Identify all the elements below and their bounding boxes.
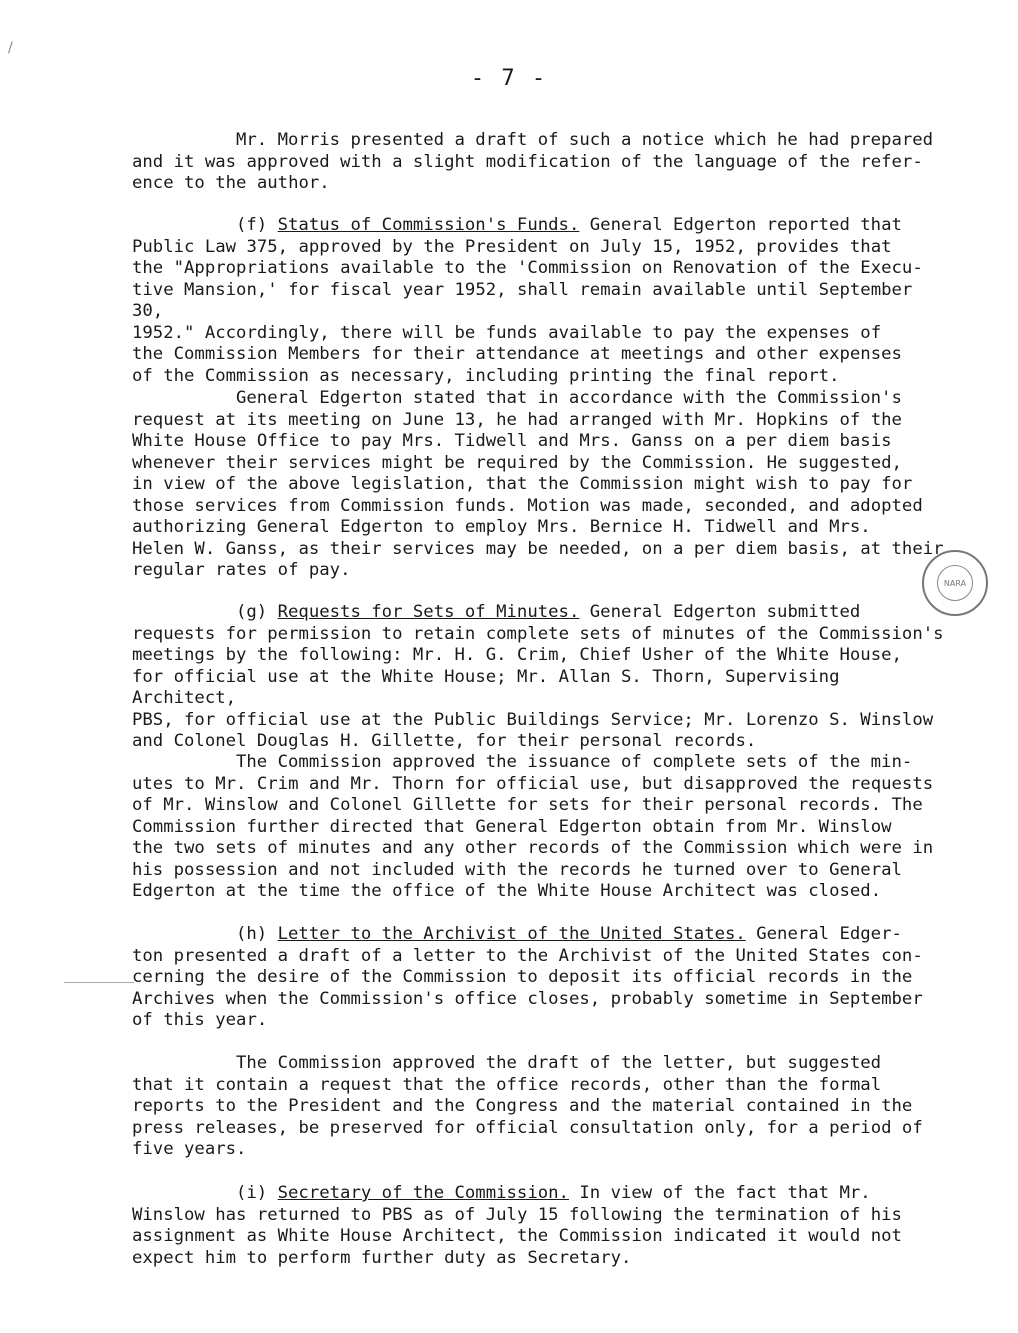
stamp-text: NARA	[943, 578, 967, 588]
paragraph-text: General Edgerton reported that Public Law 375, approved by the President on July 15, 1952, provides that the "Appropriations available to the 'Commission on Renovation of the Execu- tive Mansion,' for fiscal year 1952, shall remain available until September 30, 1952." Accordingly, there will be funds available to pay the expenses of the Commission Members for their attendance at meetings and other expenses of the Commission as necessary, including printing the final report.	[132, 215, 923, 386]
section-heading: Secretary of the Commission.	[277, 1183, 569, 1203]
paragraph-text: General Edgerton submitted requests for permission to retain complete sets of minutes of the Commission's meetings by the following: Mr. H. G. Crim, Chief Usher of the White House, for official use at the White House; Mr. Allan S. Thorn, Supervising Architect, PBS, for official use at the Public Buildings Service; Mr. Lorenzo S. Winslow and Colonel Douglas H. Gillette, for their personal records.	[132, 602, 944, 751]
margin-line	[64, 982, 134, 983]
section-label: (f)	[236, 215, 268, 235]
paragraph-text: In view of the fact that Mr. Winslow has returned to PBS as of July 15 following the termination of his assignment as White House Architect, the Commission indicated it would not expect him to perform further duty as Secretary.	[132, 1183, 902, 1268]
section-label: (g)	[236, 602, 268, 622]
paragraph-minutes-approval	[132, 752, 952, 903]
paragraph-edgerton-staff	[132, 388, 952, 582]
stamp-center	[937, 565, 973, 601]
paragraph-status-funds	[132, 215, 952, 387]
paragraph-archivist-letter	[132, 924, 952, 1032]
page-number: - 7 -	[470, 66, 548, 91]
paragraph-text: General Edger- ton presented a draft of a letter to the Archivist of the United States con- cerning the desire of the Commission to deposit its official records in the Archives when the Commission's office closes, probably sometime in September of this year.	[132, 924, 923, 1030]
paragraph-text: The Commission approved the issuance of complete sets of the min- utes to Mr. Crim and Mr. Thorn for official use, but disapproved the requests of Mr. Winslow and Colonel Gillette for sets for their personal records. The Commission further directed that General Edgerton obtain from Mr. Winslow the two sets of minutes and any other records of the Commission which were in his possession and not included with the records he turned over to General Edgerton at the time the office of the White House Architect was closed.	[132, 752, 934, 901]
nara-library-stamp	[922, 550, 988, 616]
section-label: (h)	[236, 924, 268, 944]
paragraph-minutes-requests	[132, 602, 952, 753]
margin-mark: /	[8, 40, 13, 56]
paragraph-letter-approval	[132, 1053, 952, 1161]
paragraph-morris-notice	[132, 130, 952, 195]
section-label: (i)	[236, 1183, 268, 1203]
paragraph-text: General Edgerton stated that in accordance with the Commission's request at its meeting on June 13, he had arranged with Mr. Hopkins of the White House Office to pay Mrs. Tidwell and Mrs. Ganss on a per diem basis whenever their services might be required by the Commission. He suggested, in view of the above legislation, that the Commission might wish to pay for those services from Commission funds. Motion was made, seconded, and adopted authorizing General Edgerton to employ Mrs. Bernice H. Tidwell and Mrs. Helen W. Ganss, as their services may be needed, on a per diem basis, at their regular rates of pay.	[132, 388, 944, 580]
paragraph-text: The Commission approved the draft of the letter, but suggested that it contain a request that the office records, other than the formal reports to the President and the Congress and the material contained in the press releases, be preserved for official consultation only, for a period of five years.	[132, 1053, 923, 1159]
section-heading: Requests for Sets of Minutes.	[277, 602, 580, 622]
section-heading: Status of Commission's Funds.	[277, 215, 580, 235]
paragraph-secretary	[132, 1183, 952, 1269]
section-heading: Letter to the Archivist of the United States.	[277, 924, 746, 944]
paragraph-text: Mr. Morris presented a draft of such a notice which he had prepared and it was approved with a slight modification of the language of the refer- ence to the author.	[132, 130, 934, 193]
